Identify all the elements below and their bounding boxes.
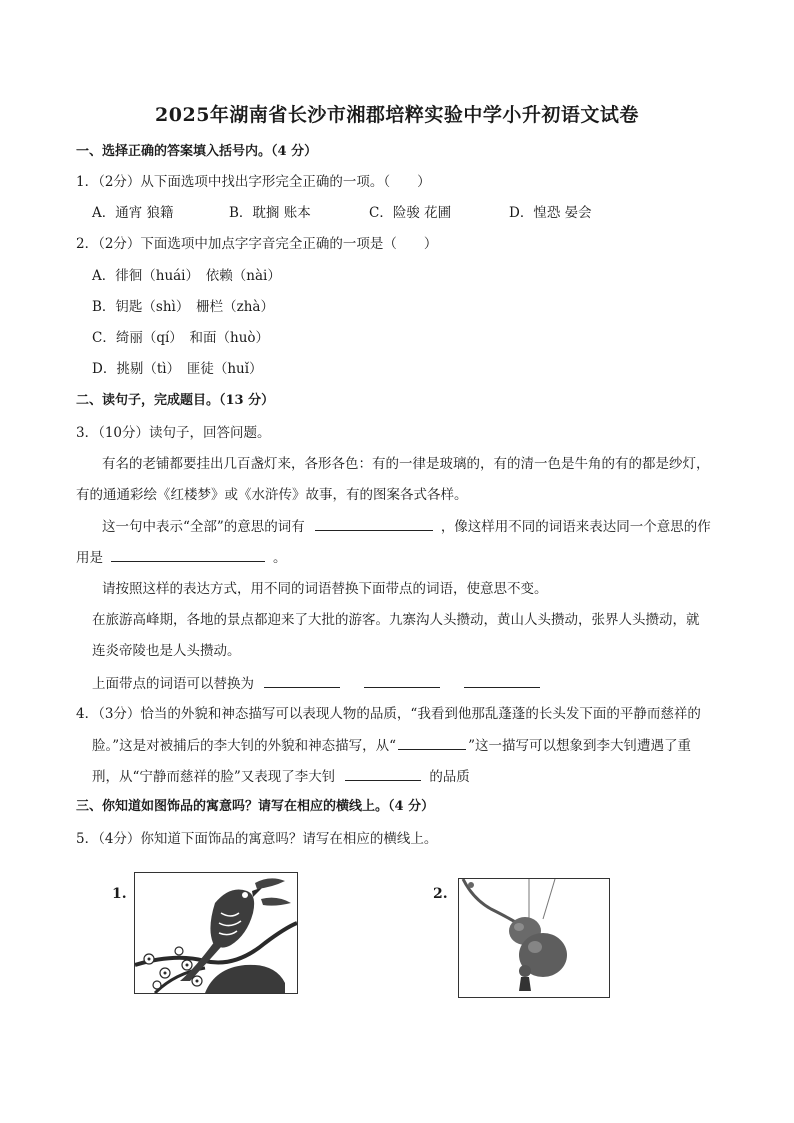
answer-blank-replace-3[interactable]	[464, 673, 540, 688]
picture-2-label: 2.	[433, 886, 448, 902]
question-1-option-d[interactable]: D．惶恐 晏会	[509, 205, 592, 221]
gourd-ornament-image	[459, 879, 609, 997]
picture-2-gourd	[458, 878, 610, 998]
question-3-ask-1-text-3: 用是	[76, 550, 103, 566]
question-3-ask-1-text: 这一句中表示“全部”的意思的词有	[102, 519, 305, 535]
question-3-example-line-2: 连炎帝陵也是人头攒动。	[92, 643, 241, 659]
answer-blank-quality[interactable]	[345, 766, 421, 781]
question-3-example-line-1: 在旅游高峰期，各地的景点都迎来了大批的游客。九寨沟人头攒动，黄山人头攒动，张界人头攒动，就	[92, 612, 700, 628]
picture-1-papercut	[134, 872, 298, 994]
question-1-option-b[interactable]: B．耽搁 账本	[229, 205, 311, 221]
question-2-option-d[interactable]: D．挑剔（tì） 匪徒（huǐ）	[92, 361, 263, 377]
question-3-passage-line-1: 有名的老铺都要挂出几百盏灯来，各形各色：有的一律是玻璃的，有的清一色是牛角的有的都是纱灯，	[102, 456, 710, 472]
question-3-ask-1-end: 。	[273, 550, 287, 566]
question-1-stem: 1．（2分）从下面选项中找出字形完全正确的一项。（ ）	[76, 174, 431, 190]
question-3-stem: 3．（10分）读句子，回答问题。	[76, 425, 271, 441]
section-1-heading: 一、选择正确的答案填入括号内。（4 分）	[76, 144, 318, 159]
answer-blank-appearance[interactable]	[398, 735, 466, 750]
answer-blank-replace-1[interactable]	[264, 673, 340, 688]
question-2-option-a[interactable]: A．徘徊（huái） 依赖（nài）	[92, 268, 281, 284]
question-3-passage-line-2: 有的通通彩绘《红楼梦》或《水浒传》故事，有的图案各式各样。	[76, 487, 468, 503]
picture-1-label: 1.	[112, 886, 127, 902]
question-2-stem: 2．（2分）下面选项中加点字字音完全正确的一项是（ ）	[76, 236, 438, 252]
question-4-line-3	[92, 766, 470, 787]
question-3-replace-row	[92, 673, 546, 694]
question-3-ask-2: 请按照这样的表达方式，用不同的词语替换下面带点的词语，使意思不变。	[102, 581, 548, 597]
question-4-line-2-text-2: ”这一描写可以想象到李大钊遭遇了重	[468, 738, 691, 754]
question-3-ask-1	[102, 516, 711, 537]
question-4-line-1: 4．（3分）恰当的外貌和神态描写可以表现人物的品质，“我看到他那乱蓬蓬的长头发下面的平静而慈祥的	[76, 706, 701, 722]
question-1-option-c[interactable]: C．险骏 花圃	[369, 205, 452, 221]
answer-blank-all-words[interactable]	[315, 516, 433, 531]
question-5-stem: 5．（4分）你知道下面饰品的寓意吗？请写在相应的横线上。	[76, 831, 438, 847]
question-4-line-2	[92, 735, 691, 756]
section-3-heading: 三、你知道如图饰品的寓意吗？请写在相应的横线上。（4 分）	[76, 799, 435, 814]
question-4-line-3-text-2: 的品质	[429, 769, 470, 785]
question-2-option-b[interactable]: B．钥匙（shì） 栅栏（zhà）	[92, 299, 274, 315]
question-3-ask-1-cont	[76, 547, 287, 568]
answer-blank-replace-2[interactable]	[364, 673, 440, 688]
section-2-heading: 二、读句子，完成题目。（13 分）	[76, 393, 275, 408]
question-4-line-2-text: 脸。”这是对被捕后的李大钊的外貌和神态描写，从“	[92, 738, 397, 754]
papercut-bird-plum-image	[135, 873, 297, 993]
question-3-ask-1-text-2: ，像这样用不同的词语来表达同一个意思的作	[440, 519, 711, 535]
answer-blank-function[interactable]	[111, 547, 265, 562]
question-2-option-c[interactable]: C．绮丽（qí） 和面（huò）	[92, 330, 270, 346]
page-title: 2025年湖南省长沙市湘郡培粹实验中学小升初语文试卷	[155, 104, 639, 126]
question-4-line-3-text: 刑，从“宁静而慈祥的脸”又表现了李大钊	[92, 769, 336, 785]
question-1-option-a[interactable]: A．通宵 狼籍	[92, 205, 174, 221]
question-3-replace-label: 上面带点的词语可以替换为	[92, 676, 254, 692]
